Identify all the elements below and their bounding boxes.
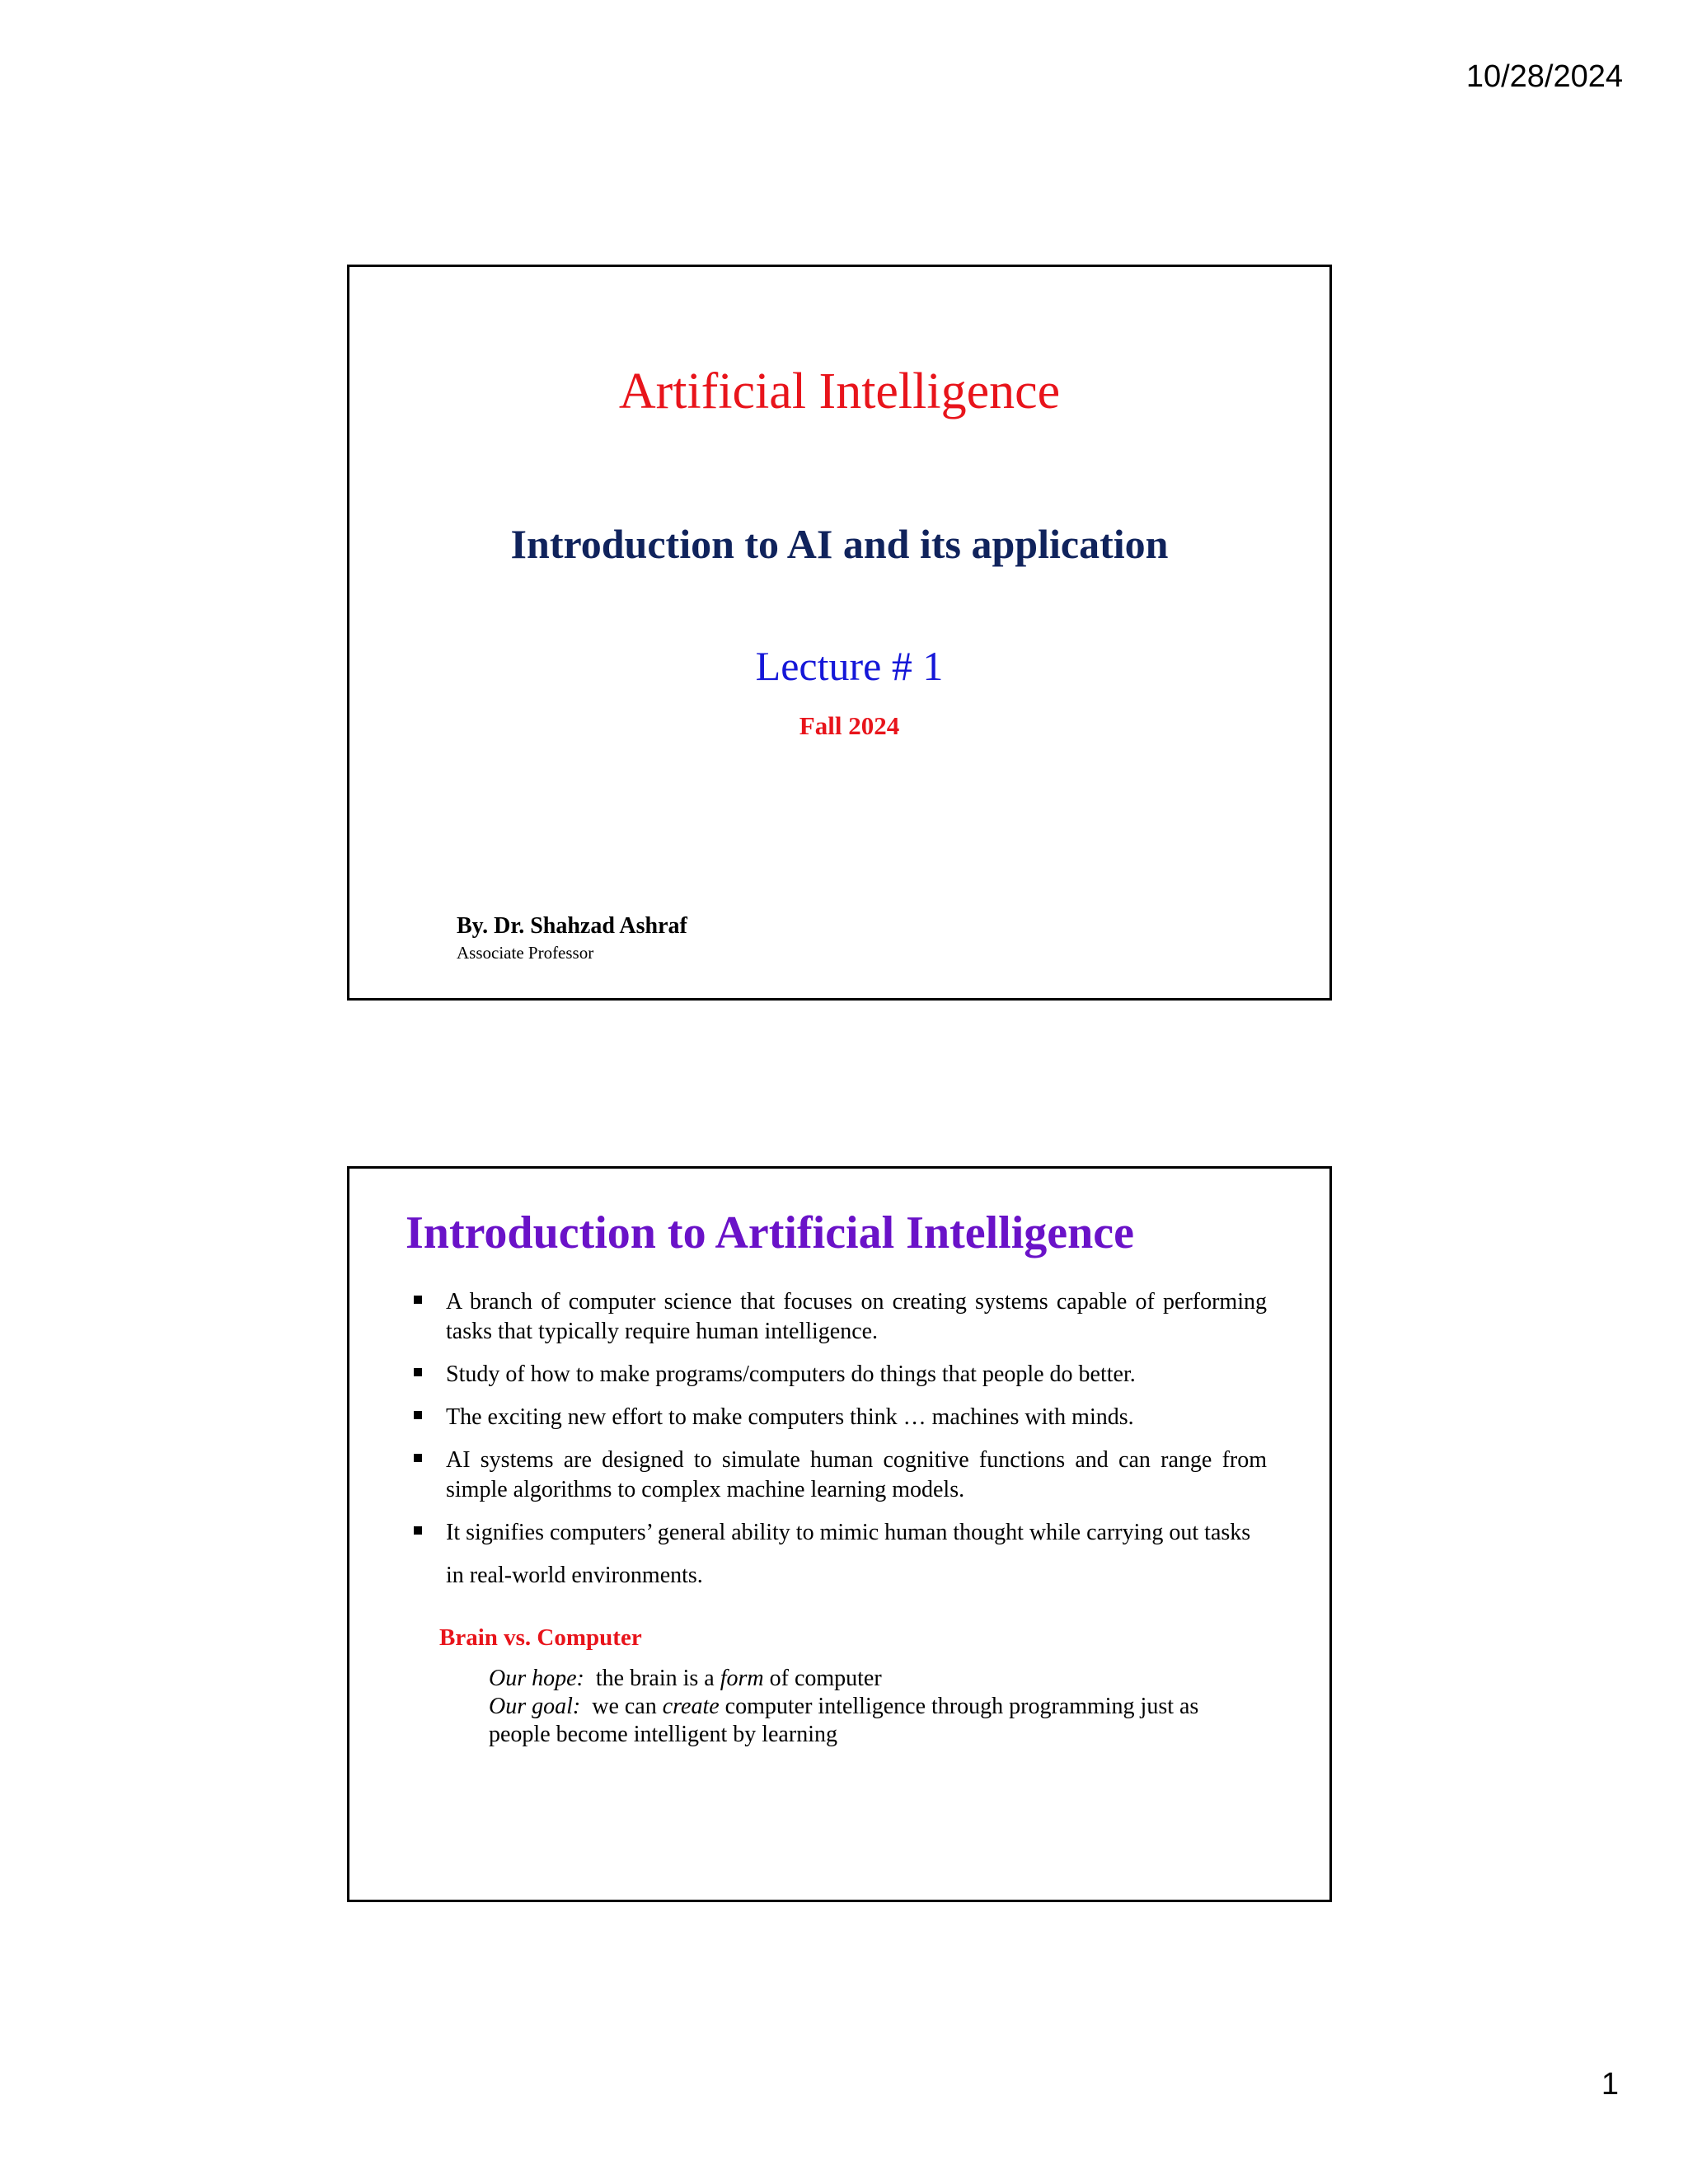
bullet-text: It signifies computers’ general ability to mimic human thought while carrying out tasks in real-world environments. [446,1520,1251,1588]
list-item [414,1446,1267,1505]
list-item [414,1287,1267,1347]
hope-text-before: the brain is a [595,1666,715,1691]
bullet-text: Study of how to make programs/computers do things that people do better. [446,1361,1136,1387]
list-item [414,1403,1267,1432]
hope-emphasis: form [720,1666,764,1691]
square-bullet-icon [414,1454,422,1462]
page-date: 10/28/2024 [1465,59,1623,94]
slide-heading: Introduction to Artificial Intelligence [406,1207,1134,1258]
goal-text-before: we can [592,1694,657,1719]
slide-introduction [347,1166,1332,1902]
square-bullet-icon [414,1411,422,1419]
slide-subtitle: Introduction to AI and its application [510,521,1169,567]
brain-vs-computer-text [489,1665,1264,1749]
square-bullet-icon [414,1526,422,1535]
author-role: Associate Professor [457,943,594,963]
lecture-term: Fall 2024 [799,711,900,740]
bullet-list [414,1287,1267,1610]
square-bullet-icon [414,1368,422,1376]
goal-emphasis: create [662,1694,720,1719]
lecture-number: Lecture # 1 [755,643,944,689]
bullet-text: AI systems are designed to simulate human cognitive functions and can range from simple algorithms to complex machine learning models. [446,1447,1267,1502]
goal-label: Our goal: [489,1694,581,1719]
author-name: By. Dr. Shahzad Ashraf [457,913,687,939]
slide-title-heading: Artificial Intelligence [618,363,1061,419]
page-number: 1 [1601,2067,1619,2102]
bullet-text: The exciting new effort to make computers think … machines with minds. [446,1404,1134,1430]
square-bullet-icon [414,1296,422,1304]
slide-title [347,265,1332,1001]
hope-line [489,1665,1264,1693]
hope-label: Our hope: [489,1666,584,1691]
list-item [414,1511,1267,1597]
section-subheading: Brain vs. Computer [439,1624,642,1651]
list-item [414,1360,1267,1390]
bullet-text: A branch of computer science that focuses on creating systems capable of performing tasks that typically require human intelligence. [446,1289,1267,1344]
goal-line [489,1693,1264,1749]
hope-text-after: of computer [769,1666,882,1691]
goal-text-after: computer intelligence through programming just as people become intelligent by learning [489,1694,1199,1747]
